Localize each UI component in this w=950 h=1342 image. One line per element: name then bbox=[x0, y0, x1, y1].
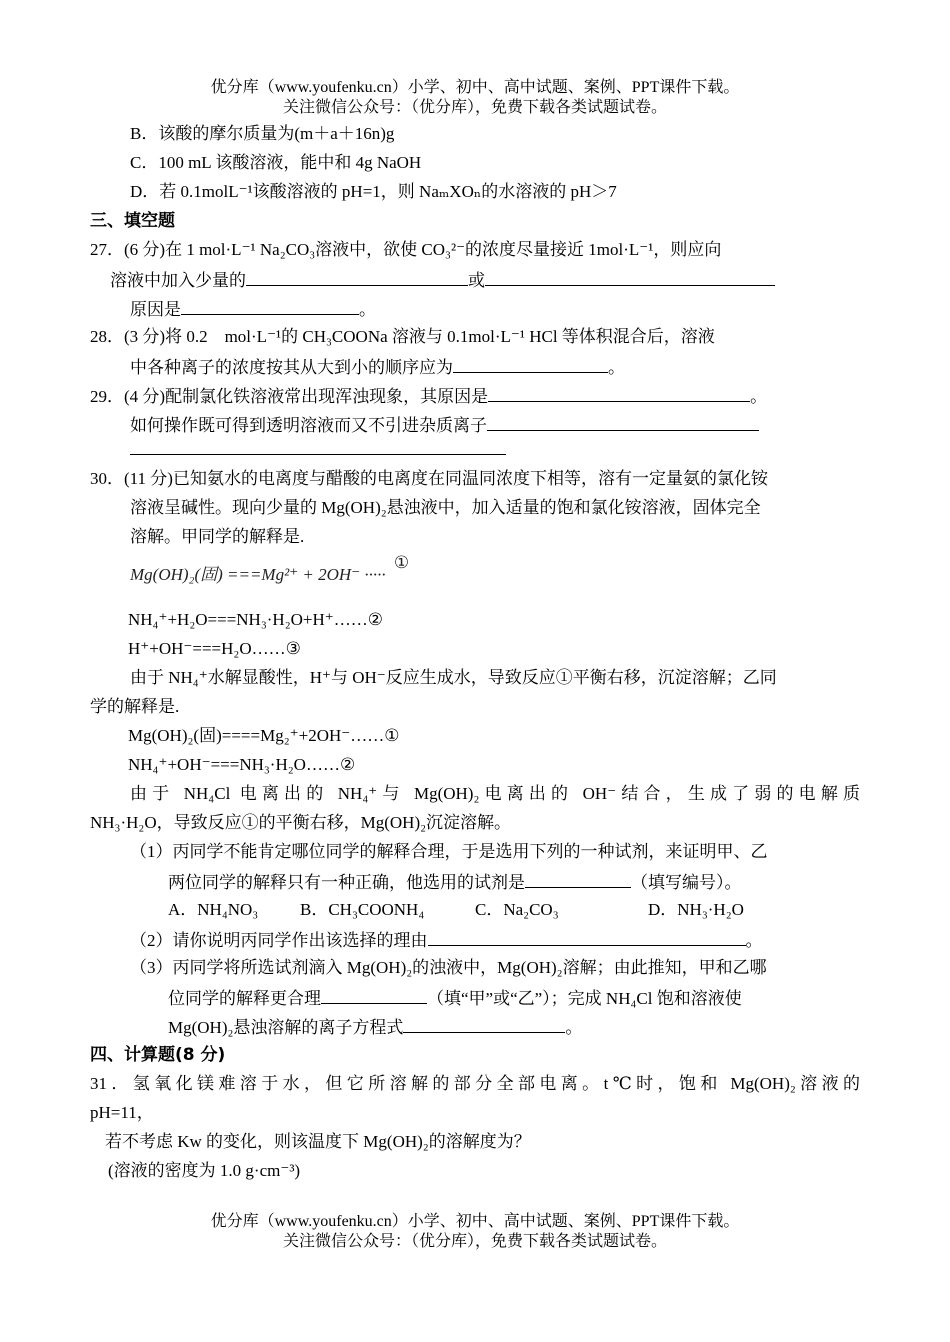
q30-sub2 bbox=[130, 927, 763, 953]
q28-line2 bbox=[130, 354, 625, 380]
q29-line2 bbox=[130, 412, 759, 438]
q27-blank-2[interactable] bbox=[485, 267, 775, 286]
q27-text-or: 或 bbox=[468, 271, 485, 290]
q30-explain-3: 由于 NH₄Cl 电离出的 NH₄⁺与 Mg(OH)₂电离出的 OH⁻结合，生成了弱的电解质 bbox=[130, 784, 860, 803]
q30-equation-1 bbox=[130, 553, 410, 585]
q30-sub2-period: 。 bbox=[745, 931, 763, 950]
q30-sub1-text: 两位同学的解释只有一种正确，他选用的试剂是 bbox=[168, 873, 525, 892]
q27-period: 。 bbox=[359, 300, 376, 319]
section-calc-title: 四、计算题(8 分) bbox=[90, 1045, 226, 1065]
q30-sub1-line1: （1）丙同学不能肯定哪位同学的解释合理，于是选用下列的一种试剂，来证明甲、乙 bbox=[130, 842, 768, 861]
q30-equation-1-mark: ① bbox=[393, 553, 410, 572]
q30-sub1-line2 bbox=[168, 869, 742, 895]
q30-sub1-end: （填写编号）。 bbox=[631, 873, 742, 892]
q30-sub1-blank[interactable] bbox=[525, 869, 631, 888]
q26-option-d: D．若 0.1molL⁻¹该酸溶液的 pH=1，则 NaₘXOₙ的水溶液的 pH＞7 bbox=[130, 182, 617, 201]
q30-equation-b1: Mg(OH)₂(固)====Mg₂⁺+2OH⁻……① bbox=[128, 726, 400, 745]
q30-line3: 溶解。甲同学的解释是. bbox=[130, 527, 305, 546]
page-footer-line2: 关注微信公众号：（优分库），免费下载各类试题试卷。 bbox=[282, 1233, 667, 1250]
q27-line3 bbox=[130, 296, 376, 322]
q30-sub3-line3 bbox=[168, 1014, 582, 1040]
q27-text-a: 溶液中加入少量的 bbox=[110, 271, 246, 290]
q30-option-a: A．NH₄NO₃ bbox=[168, 900, 259, 919]
q29-period: 。 bbox=[750, 387, 768, 406]
q30-sub3-line2 bbox=[168, 985, 742, 1011]
q30-sub3-blank-2[interactable] bbox=[403, 1014, 565, 1033]
q28-blank[interactable] bbox=[453, 354, 608, 373]
q27-blank-1[interactable] bbox=[246, 267, 468, 286]
q28-period: 。 bbox=[608, 358, 625, 377]
q30-sub3-text-2: （填“甲”或“乙”）；完成 NH₄Cl 饱和溶液使 bbox=[427, 989, 742, 1008]
q30-equation-1-text: Mg(OH)₂(固) ===Mg²⁺ + 2OH⁻ ····· bbox=[130, 565, 386, 584]
page-header-line1: 优分库（www.youfenku.cn）小学、初中、高中试题、案例、PPT课件下载。 bbox=[210, 79, 740, 96]
q30-sub2-blank[interactable] bbox=[428, 927, 746, 946]
q30-option-b: B．CH₃COONH₄ bbox=[300, 900, 425, 919]
q26-option-b: B．该酸的摩尔质量为(m＋a＋16n)g bbox=[130, 124, 395, 143]
q29-blank-2[interactable] bbox=[487, 412, 759, 431]
q31-line1: 31．氢氧化镁难溶于水，但它所溶解的部分全部电离。t℃时，饱和 Mg(OH)₂溶液的 bbox=[90, 1074, 860, 1093]
q30-sub3-line1: （3）丙同学将所选试剂滴入 Mg(OH)₂的浊液中，Mg(OH)₂溶解；由此推知，甲和乙哪 bbox=[130, 958, 767, 977]
q28-line1: 28．(3 分)将 0.2 mol·L⁻¹的 CH₃COONa 溶液与 0.1mol·L⁻¹ HCl 等体积混合后，溶液 bbox=[90, 327, 715, 346]
q26-option-c: C．100 mL 该酸溶液，能中和 4g NaOH bbox=[130, 153, 422, 172]
q30-sub3-text-3: Mg(OH)₂悬浊溶解的离子方程式 bbox=[168, 1018, 404, 1037]
q31-line2: pH=11， bbox=[90, 1103, 154, 1122]
q27-line2 bbox=[110, 267, 775, 293]
page-header-line2: 关注微信公众号：（优分库），免费下载各类试题试卷。 bbox=[282, 99, 667, 116]
q30-equation-2: NH₄⁺+H₂O===NH₃·H₂O+H⁺……② bbox=[128, 610, 383, 629]
q29-line1 bbox=[90, 383, 767, 409]
q30-equation-3: H⁺+OH⁻===H₂O……③ bbox=[128, 639, 301, 658]
q30-equation-b2: NH₄⁺+OH⁻===NH₃·H₂O……② bbox=[128, 755, 356, 774]
q29-text: 29．(4 分)配制氯化铁溶液常出现浑浊现象，其原因是 bbox=[90, 387, 489, 406]
section-fill-in-title: 三、填空题 bbox=[90, 211, 175, 231]
q30-explain-1: 由于 NH₄⁺水解显酸性，H⁺与 OH⁻反应生成水，导致反应①平衡右移，沉淀溶解；乙同 bbox=[130, 668, 777, 687]
q31-line4: (溶液的密度为 1.0 g·cm⁻³) bbox=[108, 1161, 301, 1180]
q30-line2: 溶液呈碱性。现向少量的 Mg(OH)₂悬浊液中，加入适量的饱和氯化铵溶液，固体完全 bbox=[130, 498, 761, 517]
q30-explain-4: NH₃·H₂O，导致反应①的平衡右移，Mg(OH)₂沉淀溶解。 bbox=[90, 813, 512, 832]
q27-reason-label: 原因是 bbox=[130, 300, 181, 319]
q28-text: 中各种离子的浓度按其从大到小的顺序应为 bbox=[130, 358, 453, 377]
q30-option-d: D．NH₃·H₂O bbox=[648, 900, 744, 919]
page-footer-line1: 优分库（www.youfenku.cn）小学、初中、高中试题、案例、PPT课件下载。 bbox=[210, 1213, 740, 1230]
q27-line1: 27．(6 分)在 1 mol·L⁻¹ Na₂CO₃溶液中，欲使 CO₃²⁻的浓度尽量接近 1mol·L⁻¹，则应向 bbox=[90, 240, 722, 259]
q29-line3 bbox=[130, 436, 506, 462]
q30-sub3-text: 位同学的解释更合理 bbox=[168, 989, 321, 1008]
q31-line3: 若不考虑 Kw 的变化，则该温度下 Mg(OH)₂的溶解度为？ bbox=[105, 1132, 531, 1151]
q29-text-2: 如何操作既可得到透明溶液而又不引进杂质离子 bbox=[130, 416, 487, 435]
q30-sub3-blank-1[interactable] bbox=[321, 985, 427, 1004]
q30-line1: 30．(11 分)已知氨水的电离度与醋酸的电离度在同温同浓度下相等，溶有一定量氨的氯化铵 bbox=[90, 469, 768, 488]
q29-blank-3[interactable] bbox=[130, 436, 506, 455]
q30-explain-2: 学的解释是. bbox=[90, 697, 180, 716]
q27-blank-reason[interactable] bbox=[181, 296, 359, 315]
q30-sub3-period: 。 bbox=[565, 1018, 583, 1037]
q30-sub2-text: （2）请你说明丙同学作出该选择的理由 bbox=[130, 931, 428, 950]
q30-option-c: C．Na₂CO₃ bbox=[475, 900, 559, 919]
q29-blank-1[interactable] bbox=[488, 383, 750, 402]
